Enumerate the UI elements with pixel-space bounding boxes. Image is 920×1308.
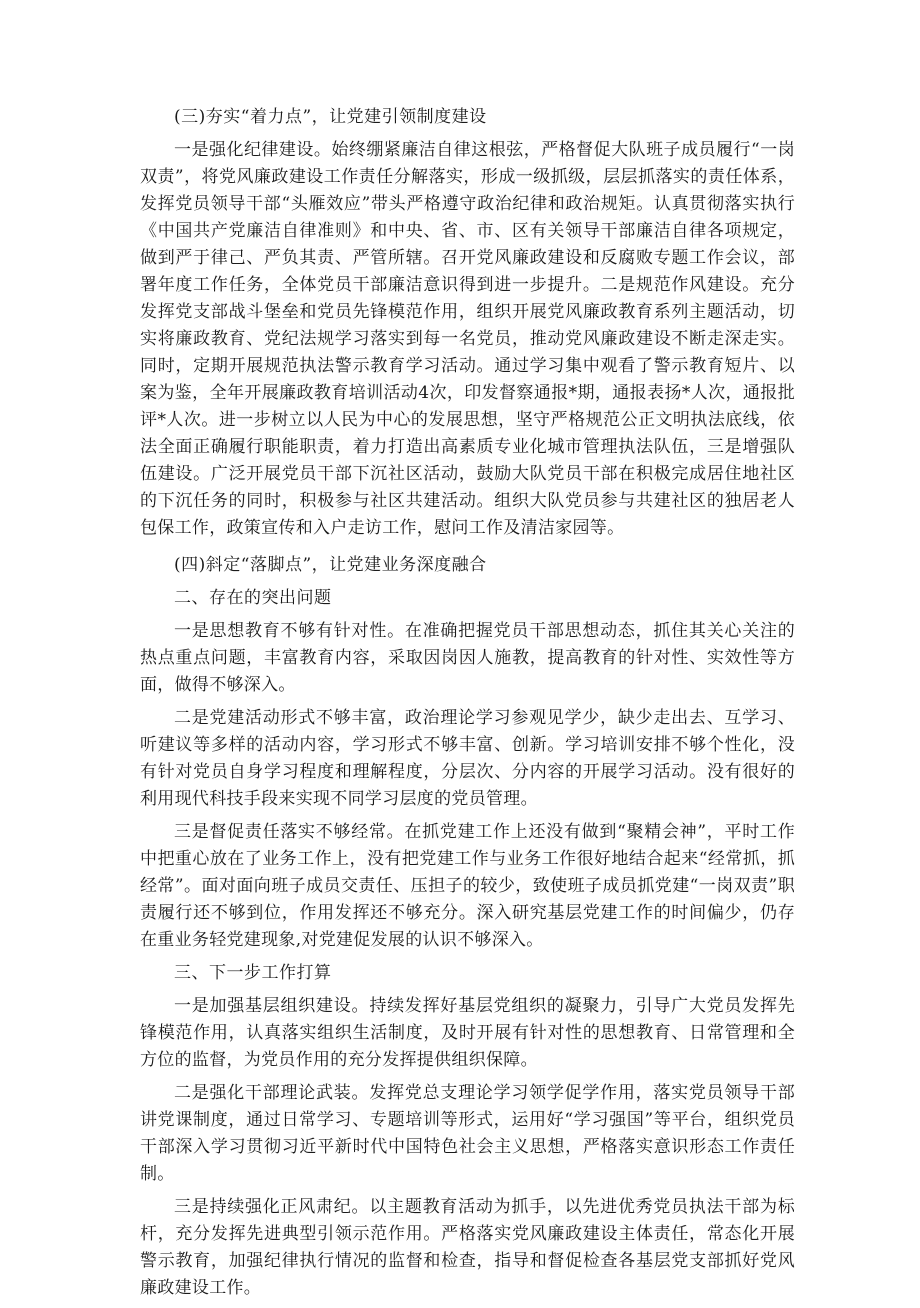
document-page <box>140 104 795 1308</box>
paragraph-plan-3: 三是持续强化正风肃纪。以主题教育活动为抓手，以先进优秀党员执法干部为标杆，充分发挥先进典型引领示范作用。严格落实党风廉政建设主体责任，常态化开展警示教育，加强纪律执行情况的监督和检查，指导和督促检查各基层党支部抓好党风廉政建设工作。 <box>140 1197 795 1298</box>
paragraph-problem-1: 一是思想教育不够有针对性。在准确把握党员干部思想动态，抓住其关心关注的热点重点问题，丰富教育内容，采取因岗因人施教，提高教育的针对性、实效性等方面，做得不够深入。 <box>140 621 795 695</box>
paragraph-discipline-building: 一是强化纪律建设。始终绷紧廉洁自律这根弦，严格督促大队班子成员履行“一岗双责”，将党风廉政建设工作责任分解落实，形成一级抓级，层层抓落实的责任体系，发挥党员领导干部“头雁效应”带头严格遵守政治纪律和政治规矩。认真贯彻落实执行《中国共产党廉洁自律准则》和中央、省、市、区有关领导干部廉洁自律各项规定，做到严于律己、严负其责、严管所辖。召开党风廉政建设和反腐败专题工作会议，部署年度工作任务，全体党员干部廉洁意识得到进一步提升。二是规范作风建设。充分发挥党支部战斗堡垒和党员先锋模范作用，组织开展党风廉政教育系列主题活动，切实将廉政教育、党纪法规学习落实到每一名党员，推动党风廉政建设不断走深走实。同时，定期开展规范执法警示教育学习活动。通过学习集中观看了警示教育短片、以案为鉴，全年开展廉政教育培训活动4次，印发督察通报*期，通报表扬*人次，通报批评*人次。进一步树立以人民为中心的发展思想，坚守严格规范公正文明执法底线，依法全面正确履行职能职责，着力打造出高素质专业化城市管理执法队伍，三是增强队伍建设。广泛开展党员干部下沉社区活动，鼓励大队党员干部在积极完成居住地社区的下沉任务的同时，积极参与社区共建活动。组织大队党员参与共建社区的独居老人包保工作，政策宣传和入户走访工作，慰问工作及清洁家园等。 <box>140 140 795 538</box>
paragraph-plan-1: 一是加强基层组织建设。持续发挥好基层党组织的凝聚力，引导广大党员发挥先锋模范作用，认真落实组织生活制度，及时开展有针对性的思想教育、日常管理和全方位的监督，为党员作用的充分发挥提供组织保障。 <box>140 996 795 1070</box>
section-heading-problems: 二、存在的突出问题 <box>174 588 332 608</box>
section-heading-4-foothold: (四)斜定“落脚点”，让党建业务深度融合 <box>174 555 487 575</box>
paragraph-problem-3: 三是督促责任落实不够经常。在抓党建工作上还没有做到“聚精会神”，平时工作中把重心放在了业务工作上，没有把党建工作与业务工作很好地结合起来“经常抓，抓经常”。面对面向班子成员交责任、压担子的较少，致使班子成员抓党建“一岗双责”职责履行还不够到位，作用发挥还不够充分。深入研究基层党建工作的时间偏少，仍存在重业务轻党建现象,对党建促发展的认识不够深入。 <box>140 822 795 950</box>
section-heading-next-steps: 三、下一步工作打算 <box>174 963 332 983</box>
section-heading-3-focus: (三)夯实“着力点”，让党建引领制度建设 <box>174 107 487 127</box>
paragraph-plan-2: 二是强化干部理论武装。发挥党总支理论学习领学促学作用，落实党员领导干部讲党课制度，通过日常学习、专题培训等形式，运用好“学习强国”等平台，组织党员干部深入学习贯彻习近平新时代中国特色社会主义思想，严格落实意识形态工作责任制。 <box>140 1083 795 1184</box>
paragraph-problem-2: 二是党建活动形式不够丰富，政治理论学习参观见学少，缺少走出去、互学习、听建议等多样的活动内容，学习形式不够丰富、创新。学习培训安排不够个性化，没有针对党员自身学习程度和理解程度，分层次、分内容的开展学习活动。没有很好的利用现代科技手段来实现不同学习层度的党员管理。 <box>140 708 795 809</box>
